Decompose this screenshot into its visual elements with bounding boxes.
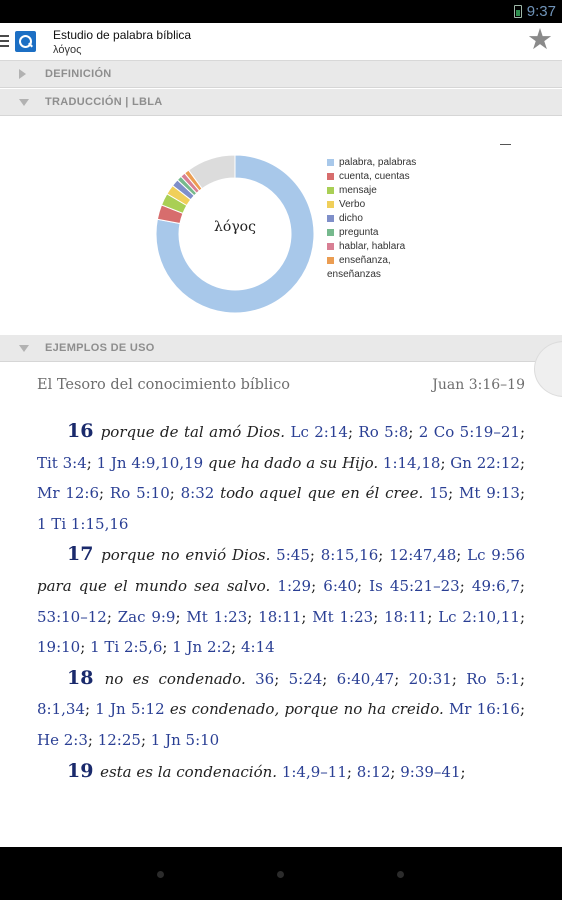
legend-swatch bbox=[327, 215, 334, 222]
translation-chart bbox=[0, 118, 562, 335]
separator: ; bbox=[519, 700, 525, 719]
separator: ; bbox=[231, 638, 241, 657]
legend-item[interactable] bbox=[327, 184, 416, 198]
separator: ; bbox=[519, 423, 525, 441]
legend-label: hablar, hablara bbox=[339, 241, 406, 252]
verse-number: 19 bbox=[67, 759, 101, 782]
cross-reference-link[interactable]: Lc 2:14 bbox=[290, 423, 348, 441]
separator: ; bbox=[346, 762, 357, 781]
cross-reference-link[interactable]: 9:39–41 bbox=[400, 762, 461, 781]
legend-swatch bbox=[327, 187, 334, 194]
verse-text: que ha dado a su Hijo. bbox=[207, 453, 383, 472]
status-time: 9:37 bbox=[526, 3, 556, 20]
cross-reference-link[interactable]: Ro 5:1 bbox=[466, 669, 520, 688]
separator: ; bbox=[440, 453, 451, 472]
cross-reference-link[interactable]: 1 Jn 4:9,10,19 bbox=[96, 453, 204, 472]
separator: ; bbox=[140, 730, 151, 749]
separator: ; bbox=[390, 762, 401, 781]
legend-item[interactable] bbox=[327, 198, 416, 212]
cross-reference-link[interactable]: 1 Jn 5:10 bbox=[150, 730, 220, 749]
cross-reference-link[interactable]: 12:25 bbox=[97, 730, 141, 749]
verse-paragraph bbox=[37, 663, 525, 756]
book-title: El Tesoro del conocimiento bíblico bbox=[37, 377, 290, 393]
cross-reference-link[interactable]: 18:11 bbox=[258, 607, 302, 626]
legend-label: dicho bbox=[339, 213, 363, 224]
book-header[interactable] bbox=[0, 365, 562, 405]
favorite-star-icon[interactable]: ★ bbox=[527, 24, 553, 56]
app-subtitle: λόγος bbox=[53, 44, 82, 56]
section-translation[interactable] bbox=[0, 89, 562, 116]
chart-minimize-icon[interactable] bbox=[500, 144, 511, 145]
cross-reference-link[interactable]: 1 Jn 5:12 bbox=[95, 700, 165, 719]
separator: ; bbox=[394, 669, 409, 688]
cross-reference-link[interactable]: He 2:3 bbox=[37, 730, 88, 749]
cross-reference-link[interactable]: Ro 5:8 bbox=[358, 423, 409, 441]
back-button[interactable] bbox=[157, 871, 164, 878]
legend-label-cont: enseñanzas bbox=[327, 269, 381, 280]
separator: ; bbox=[519, 453, 525, 472]
app-logo-icon[interactable] bbox=[15, 31, 36, 52]
legend-label: palabra, palabras bbox=[339, 157, 417, 168]
menu-icon[interactable] bbox=[0, 35, 9, 47]
cross-reference-link[interactable]: 8:12 bbox=[356, 762, 391, 781]
cross-reference-link[interactable]: Lc 2:10,11 bbox=[438, 607, 520, 626]
cross-reference-link[interactable]: 5:45 bbox=[276, 546, 310, 565]
legend-label: mensaje bbox=[339, 185, 377, 196]
legend-item[interactable] bbox=[327, 156, 416, 170]
cross-reference-link[interactable]: Mt 1:23 bbox=[312, 607, 374, 626]
cross-reference-link[interactable]: 36 bbox=[255, 669, 275, 688]
verse-text: esta es la condenación. bbox=[100, 762, 282, 781]
cross-reference-link[interactable]: Mt 9:13 bbox=[459, 484, 520, 503]
cross-reference-link[interactable]: 1 Jn 2:2 bbox=[172, 638, 232, 657]
cross-reference-link[interactable]: Mr 12:6 bbox=[37, 484, 100, 503]
separator: ; bbox=[448, 484, 460, 503]
cross-reference-link[interactable]: 8:32 bbox=[180, 484, 215, 503]
section-examples[interactable] bbox=[0, 335, 562, 362]
cross-reference-link[interactable]: 20:31 bbox=[408, 669, 452, 688]
legend-item[interactable] bbox=[327, 212, 416, 226]
cross-reference-link[interactable]: Is 45:21–23 bbox=[369, 576, 460, 595]
cross-reference-link[interactable]: 18:11 bbox=[384, 607, 428, 626]
legend-label: enseñanza, bbox=[339, 255, 391, 266]
separator: ; bbox=[460, 762, 466, 781]
legend-label: pregunta bbox=[339, 227, 379, 238]
verse-text: no es condenado. bbox=[104, 669, 256, 688]
cross-reference-link[interactable]: Ro 5:10 bbox=[109, 484, 170, 503]
cross-reference-link[interactable]: Zac 9:9 bbox=[117, 607, 176, 626]
content-area bbox=[0, 61, 562, 847]
verse-number: 18 bbox=[67, 666, 105, 689]
separator: ; bbox=[87, 730, 98, 749]
separator: ; bbox=[85, 700, 96, 719]
book-reference[interactable]: Juan 3:16–19 bbox=[432, 377, 525, 393]
collapse-arrow-icon bbox=[19, 99, 29, 106]
separator: ; bbox=[373, 607, 385, 626]
home-button[interactable] bbox=[277, 871, 284, 878]
cross-reference-link[interactable]: 6:40 bbox=[323, 576, 357, 595]
app-bar bbox=[0, 23, 562, 61]
separator: ; bbox=[378, 546, 390, 565]
cross-reference-link[interactable]: 53:10–12 bbox=[37, 607, 107, 626]
cross-reference-link[interactable]: 1:4,9–11 bbox=[281, 762, 347, 781]
legend-label: Verbo bbox=[339, 199, 366, 210]
separator: ; bbox=[347, 423, 359, 441]
cross-reference-link[interactable]: 2 Co 5:19–21 bbox=[418, 423, 520, 441]
status-bar bbox=[0, 0, 562, 23]
cross-reference-link[interactable]: Tit 3:4 bbox=[37, 453, 87, 472]
separator: ; bbox=[86, 453, 97, 472]
cross-reference-link[interactable]: 1:29 bbox=[277, 576, 312, 595]
separator: ; bbox=[309, 546, 321, 565]
cross-reference-link[interactable]: 15 bbox=[429, 484, 449, 503]
verse-text: porque de tal amó Dios. bbox=[100, 423, 291, 441]
chart-center-label: λόγος bbox=[214, 219, 256, 235]
verse-number: 16 bbox=[67, 420, 101, 442]
section-examples-label: EJEMPLOS DE USO bbox=[45, 342, 155, 354]
verse-paragraph bbox=[37, 756, 525, 788]
separator: ; bbox=[322, 669, 337, 688]
legend-item[interactable] bbox=[327, 170, 416, 184]
cross-reference-link[interactable]: 4:14 bbox=[240, 638, 275, 657]
verse-text: todo aquel que en él cree. bbox=[220, 484, 430, 503]
legend-item[interactable] bbox=[327, 240, 416, 254]
separator: ; bbox=[459, 576, 472, 595]
recents-button[interactable] bbox=[397, 871, 404, 878]
cross-reference-link[interactable]: 12:47,48 bbox=[389, 546, 457, 565]
separator: ; bbox=[356, 576, 370, 595]
separator: ; bbox=[408, 423, 419, 441]
legend-swatch bbox=[327, 229, 334, 236]
cross-reference-link[interactable]: 5:24 bbox=[288, 669, 323, 688]
separator: ; bbox=[519, 607, 525, 626]
separator: ; bbox=[519, 484, 525, 503]
legend-item[interactable] bbox=[327, 254, 416, 282]
separator: ; bbox=[519, 669, 526, 688]
cross-reference-link[interactable]: 1 Ti 2:5,6 bbox=[90, 638, 163, 657]
cross-reference-link[interactable]: 8:1,34 bbox=[37, 700, 85, 719]
bible-text bbox=[37, 416, 525, 787]
legend-swatch bbox=[327, 243, 334, 250]
separator: ; bbox=[311, 576, 324, 595]
verse-text: es condenado, porque no ha creido. bbox=[169, 700, 449, 719]
cross-reference-link[interactable]: 6:40,47 bbox=[336, 669, 395, 688]
section-definition[interactable] bbox=[0, 61, 562, 88]
navigation-bar bbox=[0, 847, 562, 900]
cross-reference-link[interactable]: 49:6,7 bbox=[471, 576, 520, 595]
section-definition-label: DEFINICIÓN bbox=[45, 68, 112, 80]
verse-text: para que el mundo sea salvo. bbox=[37, 576, 278, 595]
separator: ; bbox=[80, 638, 91, 657]
separator: ; bbox=[456, 546, 468, 565]
cross-reference-link[interactable]: Gn 22:12 bbox=[450, 453, 520, 472]
legend-item[interactable] bbox=[327, 226, 416, 240]
legend-swatch bbox=[327, 159, 334, 166]
separator: ; bbox=[169, 484, 181, 503]
separator: ; bbox=[99, 484, 110, 503]
cross-reference-link[interactable]: Mr 16:16 bbox=[448, 700, 520, 719]
collapse-arrow-icon bbox=[19, 345, 29, 352]
verse-paragraph bbox=[37, 539, 525, 662]
cross-reference-link[interactable]: 1 Ti 1:15,16 bbox=[37, 514, 129, 533]
verse-paragraph bbox=[37, 416, 525, 539]
separator: ; bbox=[274, 669, 289, 688]
legend-swatch bbox=[327, 173, 334, 180]
separator: ; bbox=[247, 607, 259, 626]
verse-text: porque no envió Dios. bbox=[101, 546, 277, 565]
section-translation-label: TRADUCCIÓN | LBLA bbox=[45, 96, 163, 108]
separator: ; bbox=[519, 576, 525, 595]
app-title: Estudio de palabra bíblica bbox=[53, 28, 192, 42]
separator: ; bbox=[106, 607, 118, 626]
cross-reference-link[interactable]: Lc 9:56 bbox=[467, 546, 525, 565]
separator: ; bbox=[175, 607, 187, 626]
cross-reference-link[interactable]: 19:10 bbox=[37, 638, 81, 657]
separator: ; bbox=[451, 669, 467, 688]
expand-arrow-icon bbox=[19, 69, 26, 79]
cross-reference-link[interactable]: 8:15,16 bbox=[320, 546, 379, 565]
separator: ; bbox=[162, 638, 173, 657]
chart-legend bbox=[327, 156, 416, 282]
separator: ; bbox=[427, 607, 439, 626]
cross-reference-link[interactable]: 1:14,18 bbox=[382, 453, 441, 472]
legend-swatch bbox=[327, 257, 334, 264]
battery-icon bbox=[514, 5, 522, 18]
verse-number: 17 bbox=[67, 543, 102, 566]
legend-label: cuenta, cuentas bbox=[339, 171, 410, 182]
cross-reference-link[interactable]: Mt 1:23 bbox=[186, 607, 248, 626]
separator: ; bbox=[301, 607, 313, 626]
legend-swatch bbox=[327, 201, 334, 208]
